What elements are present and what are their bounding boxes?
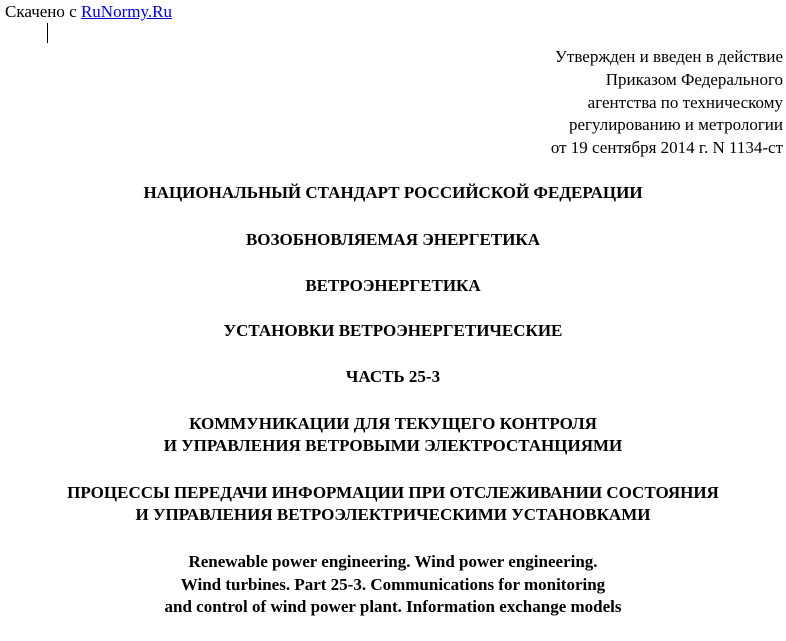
english-title-line: Renewable power engineering. Wind power engineering. xyxy=(188,552,598,571)
approval-line: регулированию и метрологии xyxy=(568,115,783,135)
english-title-line: and control of wind power plant. Information exchange models xyxy=(164,597,622,616)
processes-heading xyxy=(0,482,786,526)
source-link[interactable]: RuNormy.Ru xyxy=(80,2,172,21)
approval-line: Утвержден и введен в действие xyxy=(554,47,783,66)
processes-line: И УПРАВЛЕНИЯ ВЕТРОЭЛЕКТРИЧЕСКИМИ УСТАНОВКАМИ xyxy=(135,505,651,524)
processes-line: ПРОЦЕССЫ ПЕРЕДАЧИ ИНФОРМАЦИИ ПРИ ОТСЛЕЖИВАНИИ СОСТОЯНИЯ xyxy=(67,483,719,502)
communications-line: И УПРАВЛЕНИЯ ВЕТРОВЫМИ ЭЛЕКТРОСТАНЦИЯМИ xyxy=(163,436,623,455)
standard-heading: НАЦИОНАЛЬНЫЙ СТАНДАРТ РОССИЙСКОЙ ФЕДЕРАЦИИ xyxy=(143,183,643,202)
field-heading: ВОЗОБНОВЛЯЕМАЯ ЭНЕРГЕТИКА xyxy=(245,230,541,249)
english-title-line: Wind turbines. Part 25-3. Communications for monitoring xyxy=(180,574,606,594)
part-heading: ЧАСТЬ 25-3 xyxy=(345,367,441,386)
communications-line: КОММУНИКАЦИИ ДЛЯ ТЕКУЩЕГО КОНТРОЛЯ xyxy=(189,414,597,433)
text-cursor xyxy=(47,23,48,43)
communications-heading xyxy=(0,413,786,457)
approval-line: от 19 сентября 2014 г. N 1134-ст xyxy=(550,138,783,158)
english-title xyxy=(0,551,786,619)
approval-line: агентства по техническому xyxy=(587,92,783,112)
source-prefix: Скачено с xyxy=(5,2,81,21)
subfield-heading: ВЕТРОЭНЕРГЕТИКА xyxy=(305,276,481,295)
approval-block xyxy=(551,46,783,160)
source-line xyxy=(5,2,172,22)
approval-line: Приказом Федерального xyxy=(605,69,783,89)
equipment-heading: УСТАНОВКИ ВЕТРОЭНЕРГЕТИЧЕСКИЕ xyxy=(223,321,563,340)
